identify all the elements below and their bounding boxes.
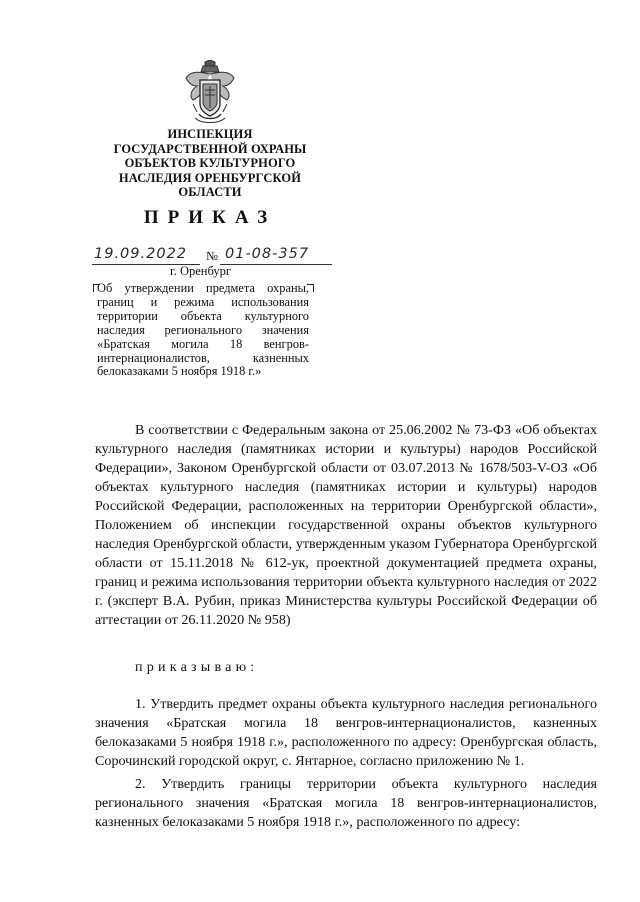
organization-name bbox=[96, 127, 324, 200]
coat-of-arms-emblem bbox=[183, 60, 237, 126]
handwritten-number: 01-08-357 bbox=[225, 246, 310, 262]
org-line: ОБЪЕКТОВ КУЛЬТУРНОГО bbox=[124, 156, 296, 171]
document-type-title: ПРИКАЗ bbox=[143, 207, 277, 228]
org-line: ОБЛАСТИ bbox=[178, 185, 242, 200]
number-sign: № bbox=[206, 249, 218, 263]
order-item: 2. Утвердить границы территории объекта культурного наследия регионального значения «Братская могила 18 венгров-интернационалистов, казненных белоказаками 5 ноября 1918 г.», расположенного по адресу: bbox=[95, 776, 597, 830]
order-item: 1. Утвердить предмет охраны объекта культурного наследия регионального значения «Братская могила 18 венгров-интернационалистов, казненных белоказаками 5 ноября 1918 г.», расположенного по адресу: Оренбургская область, Сорочинский городской округ, с. Янтарное, согласно приложению № 1. bbox=[95, 696, 597, 769]
document-subject bbox=[97, 282, 309, 379]
org-line: ГОСУДАРСТВЕННОЙ ОХРАНЫ bbox=[113, 141, 307, 156]
document-body bbox=[95, 421, 597, 836]
preamble-paragraph: В соответствии с Федеральным закона от 25.06.2002 № 73-ФЗ «Об объектах культурного наследия (памятниках истории и культуры) народов Российской Федерации», Законом Оренбургской области от 03.07.2013 № 1678/503-V-ОЗ «Об объектах культурного наследия (памятниках истории и культуры) народов Российской Федерации, расположенных на территории Оренбургской области», Положением об инспекции государственной охраны объектов культурного наследия Оренбургской области, утвержденным указом Губернатора Оренбургской области от 15.11.2018 № 612-ук, проектной документацией предмета охраны, границ и режима использования территории объекта культурного наследия от 2022 г. (эксперт В.А. Рубин, приказ Министерства культуры Российской Федерации об аттестации от 26.11.2020 № 958) bbox=[95, 422, 597, 628]
city-label: г. Оренбург bbox=[170, 264, 231, 278]
org-line: ИНСПЕКЦИЯ bbox=[167, 127, 253, 141]
subject-text: Об утверждении предмета охраны, границ и режима использования территории объекта культурного наследия регионального значения «Братская могила 18 венгров-интернационалистов, казненных белоказаками 5 ноября 1918 г.» bbox=[97, 281, 309, 379]
org-line: НАСЛЕДИЯ ОРЕНБУРГСКОЙ bbox=[118, 170, 302, 185]
number-underline bbox=[220, 264, 332, 265]
handwritten-date: 19.09.2022 bbox=[94, 246, 188, 262]
order-word: приказываю: bbox=[135, 659, 259, 675]
